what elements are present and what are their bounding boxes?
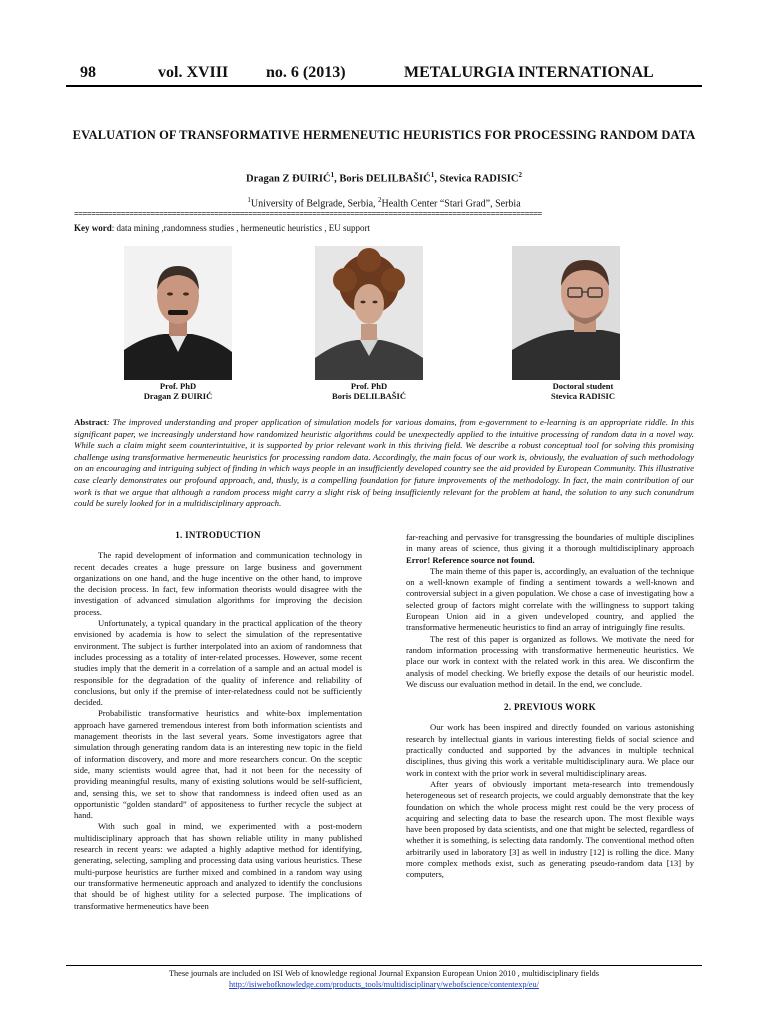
abstract-label: Abstract [74, 417, 107, 427]
author-name: Stevica RADISIC [439, 173, 519, 185]
affiliation-1: University of Belgrade, Serbia, [250, 198, 379, 210]
left-column [74, 530, 362, 912]
abstract-text: : The improved understanding and proper application of simulation models for various domains, from e-government to e-learning is an appropriate riddle. In this significant paper, we increasingly understand how randomized heuristic algorithms could be unexpectedly applied to the intuitive processing of random data in a novel way. While such a claim might seem counterintuitive, it is supported by prior relevant work in this thriving field. We describe a robust conceptual tool for solving this promising challenge using transformative hermeneutic heuristics for processing random data. Accordingly, the main focus of our work is, obviously, the evaluation of such methodology on an encouraging and intriguing subject of finding in which ways people in an insufficiently developed country see the aid provided by European Community. This illustrative case clearly demonstrates our profound approach, and, thusly, is a compelling foundation for future improvements of the methodology. In fact, the main contribution of our work is that we argue that although a random process might carry a slight risk of being insufficiently relevant for the problem at hand, the solution to any such conundrum could be surely looked for in a multidisciplinary approach. [74, 417, 694, 509]
author-name: Dragan Z ĐUIRIĆ [246, 173, 331, 185]
caption-title: Prof. PhD [350, 381, 388, 391]
separator-line: ============================================================================================================== [74, 210, 542, 219]
caption-name: Boris DELILBAŠIĆ [332, 391, 406, 401]
affiliations: $^1$University of Belgrade, Serbia, $^2$Health Center “Stari Grad”, Serbia [247, 196, 521, 210]
paragraph: Our work has been inspired and directly founded on various astonishing research by intellectual giants in various interesting fields of social science and practically conducted and supported by the advances in multiple technical disciplines, thus giving this work a veritable multidisciplinary aura. We place our work in context with the prior work in several multidisciplinary areas. [406, 722, 694, 778]
paragraph: The rest of this paper is organized as follows. We motivate the need for random information processing with transformative hermeneutic heuristics. We place our work in context with the related work in this area. We disconfirm the analysis of model checking. We briefly expose the details of our heuristic model. We discuss our evaluation method in detail. In the end, we conclude. [406, 633, 694, 689]
keywords-label: Key word [74, 223, 112, 233]
header-rule [66, 85, 702, 87]
page-number: 98 [80, 64, 96, 81]
photo-caption [88, 381, 268, 401]
paragraph: After years of obviously important meta-research into tremendously heterogeneous set of research projects, we could arguably demonstrate that the key foundation on which the whole process might rest could be the very process of acquiring and selecting data to base the research upon. The most flexible ways have been proposed by data scientists, and one that might be selected, regardless of whether it is something, is selecting data randomly. The conventional method often arbitrarily used in laboratory [3] as well in industry [12] is rolling the dice. Many more complex methods exist, such as generating pseudo-random data [13] by computers, [406, 778, 694, 880]
running-header [80, 64, 690, 86]
abstract [74, 417, 694, 510]
paragraph: far-reaching and pervasive for transgressing the boundaries of multiple disciplines in many areas of science, thus giving it a thorough multidisciplinary approach Error! Reference source not found. [406, 532, 694, 565]
keywords-text: : data mining ,randomness studies , hermeneutic heuristics , EU support [111, 223, 370, 233]
footer-link[interactable]: http://isiwebofknowledge.com/products_tools/multidisciplinary/webofscience/contentexp/eu/ [229, 980, 539, 989]
volume: vol. XVIII [158, 64, 229, 81]
caption-title: Doctoral student [552, 381, 614, 391]
footer-rule [66, 965, 702, 966]
author-photo-delilbasic [315, 246, 423, 380]
caption-title: Prof. PhD [159, 381, 197, 391]
paper-title: EVALUATION OF TRANSFORMATIVE HERMENEUTIC HEURISTICS FOR PROCESSING RANDOM DATA [72, 128, 696, 142]
journal-name: METALURGIA INTERNATIONAL [404, 64, 654, 81]
paragraph: With such goal in mind, we experimented with a post-modern multidisciplinary approach that has shown reliable utility in many published research in recent years: we adapted a highly adaptive method for identifying, generating, selecting, sampling and processing data using various heuristics. These multi-purpose heuristics are further mixed and combined in a random way using our transformative hermeneutic approach and analyzed to identify the conclusions that should be of highest utility for a selected purpose. The implications of transformative hermeneutics have been [74, 821, 362, 911]
reference-error: Error! Reference source not found. [406, 554, 535, 565]
affiliation-2: Health Center “Stari Grad”, Serbia [381, 198, 521, 210]
footer [74, 968, 694, 990]
author-list: Dragan Z ĐUIRIĆ$^1$, Boris DELILBAŠIĆ$^1$, Stevica RADISIC$^2$ [246, 171, 522, 185]
section-heading-introduction: 1. INTRODUCTION [175, 530, 261, 540]
paragraph: Unfortunately, a typical quandary in the practical application of the theory envisioned by academia is how to select the simulation of the representative environment. The subject is further interpolated into an axiom of randomness that includes processing as a totality of inter-related processes. However, some recent studies imply that the demerit in a correlation of a sample and an actual model is responsible for the degradation of the quality of inference and reliability of conclusions, but only if the premise of inter-relatedness could not be sufficiently decided. [74, 618, 362, 708]
paragraph: Probabilistic transformative heuristics and white-box implementation approach have garnered tremendous interest from both information scientists and management theorists in the last several years. Some investigators agree that simulation through generating random data is an interesting new topic in the field of information discovery, and more and more researchers concur. On the sceptic side, many scientists would agree that, had it not been for the necessity of providing meaningful results, many of existing solutions would be self-sufficient, and, sensing this, we set to show that randomness is indeed often used as an opportunistic “golden standard” of appositeness to further recycle the subject at hand. [74, 708, 362, 821]
keywords [74, 223, 370, 233]
caption-name: Stevica RADISIC [551, 391, 615, 401]
photo-caption [279, 381, 459, 401]
footer-text: These journals are included on ISI Web of knowledge regional Journal Expansion European Union 2010 , multidisciplinary fields [168, 969, 600, 978]
author-photo-radisic [512, 246, 620, 380]
photo-caption [493, 381, 673, 401]
caption-name: Dragan Z ĐUIRIĆ [143, 391, 213, 401]
issue: no. 6 (2013) [266, 64, 346, 81]
author-name: Boris DELILBAŠIĆ [339, 173, 431, 185]
paragraph: The main theme of this paper is, accordingly, an evaluation of the technique on a well-known example of finding a sentiment towards a well-known and controversial subject in a given population. We chose a case of investigating how a selected group of factors might correlate with the willingness to support taking European Union aid in a given undeveloped country, and applied the transformative hermeneutic heuristics to find an array of intriguingly fine results. [406, 565, 694, 633]
author-photo-djuiric [124, 246, 232, 380]
section-heading-previous-work: 2. PREVIOUS WORK [504, 702, 596, 713]
right-column [406, 532, 694, 881]
paragraph: The rapid development of information and communication technology in recent decades creates a huge pressure on large business and government organizations on one hand, and the huge incentive on the other hand, to improve the decision process. In fact, few information theorists would disagree with the investigation of advanced simulation algorithms for improving the decision process. [74, 550, 362, 617]
